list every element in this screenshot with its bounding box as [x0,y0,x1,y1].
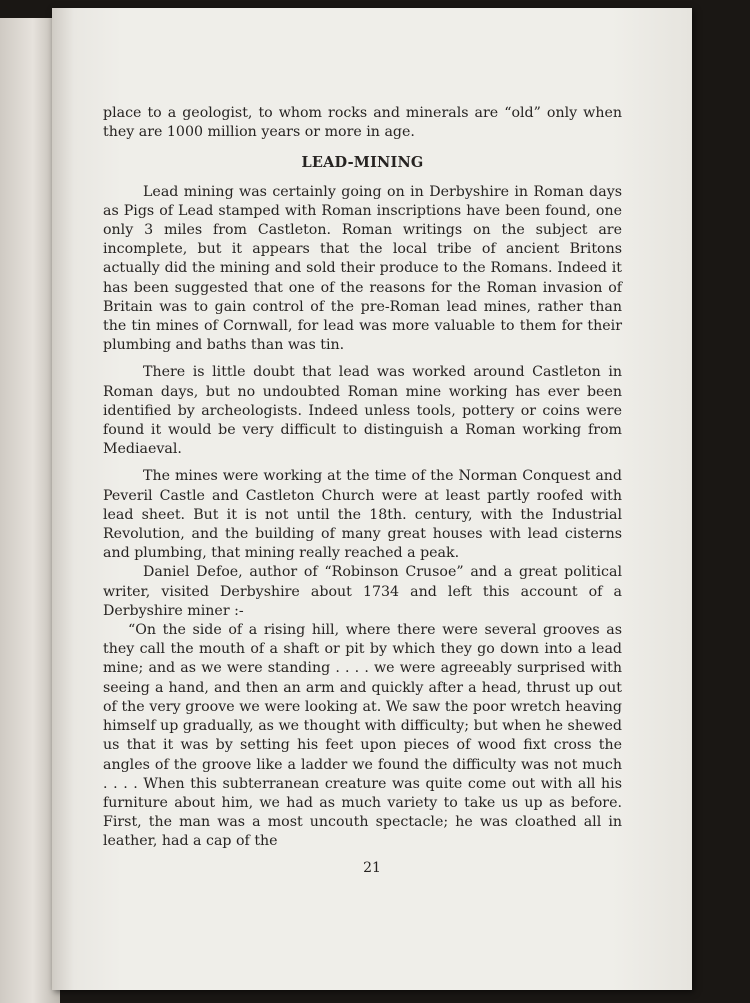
paragraph-norman-conquest: The mines were working at the time of the Norman Conquest and Peveril Castle and Castleton Church were at least partly roofed with lead sheet. But it is not until the 18th. century, with the Industrial Revolution, and the building of many great houses with lead cisterns and plumbing, that mining really reached a peak. [103,468,622,562]
defoe-quote: “On the side of a rising hill, where there were several grooves as they call the mouth of a shaft or pit by which they go down into a lead mine; and as we were standing . . . . we were agreeably surprised with seeing a hand, and then an arm and quickly after a head, thrust up out of the very groove we were looking at. We saw the poor wretch heaving himself up gradually, as we thought with difficulty; but when he shewed us that it was by setting his feet upon pieces of wood fixt cross the angles of the groove like a ladder we found the difficulty was not much . . . . When this subterranean creature was quite come out with all his furniture about him, we had as much variety to take us up as before. First, the man was a most uncouth spectacle; he was cloathed all in leather, had a cap of the [103,622,622,850]
book-page [52,8,692,990]
intro-paragraph: place to a geologist, to whom rocks and minerals are “old” only when they are 1000 million years or more in age. [103,105,622,141]
paragraph-roman-mining: Lead mining was certainly going on in Derbyshire in Roman days as Pigs of Lead stamped with Roman inscriptions have been found, one only 3 miles from Castleton. Roman writings on the subject are incomplete, but it appears that the local tribe of ancient Britons actually did the mining and sold their produce to the Romans. Indeed it has been suggested that one of the reasons for the Roman invasion of Britain was to gain control of the pre-Roman lead mines, rather than the tin mines of Cornwall, for lead was more valuable to them for their plumbing and baths than was tin. [103,183,622,354]
facing-page-edge [0,18,60,1003]
paragraph-castleton-roman: There is little doubt that lead was worked around Castleton in Roman days, but no undoubted Roman mine working has ever been identified by archeologists. Indeed unless tools, pottery or coins were found it would be very difficult to distinguish a Roman working from Mediaeval. [103,364,622,458]
page-body [103,104,622,852]
page-number: 21 [363,860,381,876]
section-heading: LEAD-MINING [301,154,424,172]
paragraph-daniel-defoe: Daniel Defoe, author of “Robinson Crusoe” and a great political writer, visited Derbyshire about 1734 and left this account of a Derbyshire miner :- [103,564,622,619]
